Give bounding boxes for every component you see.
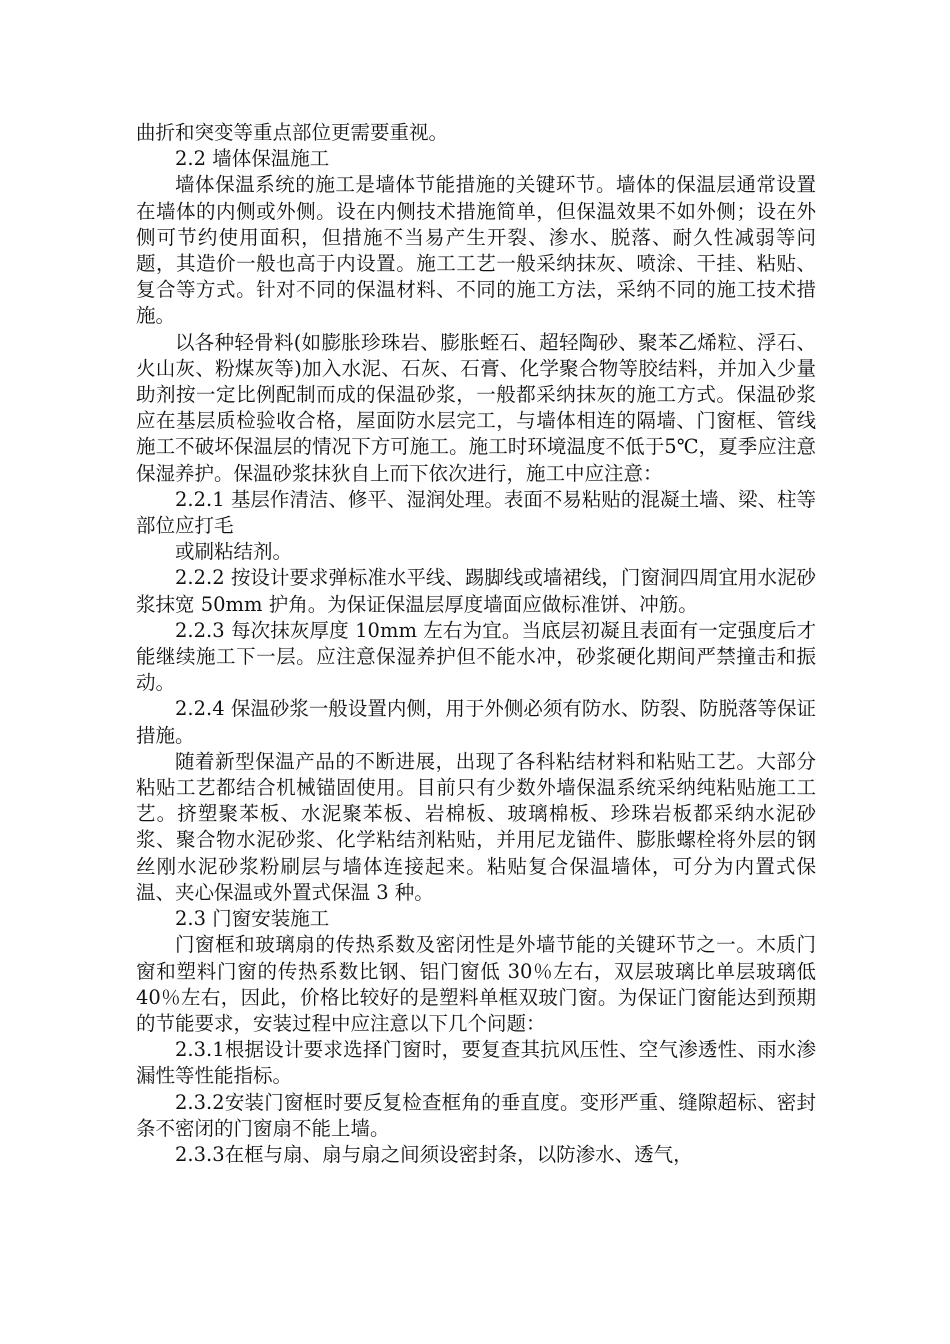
- paragraph-insulation-mortar: 以各种轻骨料(如膨胀珍珠岩、膨胀蛭石、超轻陶砂、聚苯乙烯粒、浮石、火山灰、粉煤灰等)加入水泥、石灰、石膏、化学聚合物等胶结料，并加入少量助剂按一定比例配制而成的保温砂浆，一般都采纳抹灰的施工方式。保温砂浆应在基层质检验收合格，屋面防水层完工，与墙体相连的隔墙、门窗框、管线施工不破坏保温层的情况下方可施工。施工时环境温度不低于5℃，夏季应注意保湿养护。保温砂浆抹狄自上而下依次进行，施工中应注意：: [136, 330, 816, 485]
- item-2-3-3: 2.3.3在框与扇、扇与扇之间须设密封条，以防渗水、透气，: [175, 1142, 693, 1166]
- paragraph-continuation: 曲折和突变等重点部位更需要重视。: [136, 121, 449, 144]
- paragraph-bonding-process: 随着新型保温产品的不断进展，出现了各科粘结材料和粘贴工艺。大部分粘贴工艺都结合机械锚固使用。目前只有少数外墙保温系统采纳纯粘贴施工工艺。挤塑聚苯板、水泥聚苯板、岩棉板、玻璃棉板、珍珠岩板都采纳水泥砂浆、聚合物水泥砂浆、化学粘结剂粘贴，并用尼龙锚件、膨胀螺栓将外层的钢丝刚水泥砂浆粉刷层与墙体连接起来。粘贴复合保温墙体，可分为内置式保温、夹心保温或外置式保温 3 种。: [136, 749, 816, 904]
- paragraph-window-installation-intro: 门窗框和玻璃扇的传热系数及密闭性是外墙节能的关键环节之一。木质门窗和塑料门窗的传热系数比钢、铝门窗低 30％左右，双层玻璃比单层玻璃低 40％左右，因此，价格比较好的是塑料单框双玻门窗。为保证门窗能达到预期的节能要求，安装过程中应注意以下几个问题：: [136, 933, 816, 1035]
- item-2-2-1-continued: 或刷粘结剂。: [175, 540, 293, 564]
- section-heading-2-2: 2.2 墙体保温施工: [175, 147, 330, 171]
- item-2-2-2: 2.2.2 按设计要求弹标准水平线、踢脚线或墙裙线，门窗洞四周宜用水泥砂浆抹宽 50mm 护角。为保证保温层厚度墙面应做标准饼、冲筋。: [136, 566, 816, 616]
- paragraph-wall-insulation-intro: 墙体保温系统的施工是墙体节能措施的关键环节。墙体的保温层通常设置在墙体的内侧或外侧。设在内侧技术措施简单，但保温效果不如外侧；设在外侧可节约使用面积，但措施不当易产生开裂、渗水、脱落、耐久性减弱等问题，其造价一般也高于内设置。施工工艺一般采纳抹灰、喷涂、干挂、粘贴、复合等方式。针对不同的保温材料、不同的施工方法，采纳不同的施工技术措施。: [136, 173, 816, 328]
- item-2-2-4: 2.2.4 保温砂浆一般设置内侧，用于外侧必须有防水、防裂、防脱落等保证措施。: [136, 697, 816, 747]
- section-heading-2-3: 2.3 门窗安装施工: [175, 907, 330, 931]
- item-2-2-1: 2.2.1 基层作清洁、修平、湿润处理。表面不易粘贴的混凝土墙、梁、柱等部位应打毛: [136, 487, 816, 538]
- item-2-3-1: 2.3.1根据设计要求选择门窗时，要复查其抗风压性、空气渗透性、雨水渗漏性等性能指标。: [136, 1038, 816, 1088]
- item-2-3-2: 2.3.2安装门窗框时要反复检查框角的垂直度。变形严重、缝隙超标、密封条不密闭的门窗扇不能上墙。: [136, 1090, 816, 1140]
- item-2-2-3: 2.2.3 每次抹灰厚度 10mm 左右为宜。当底层初凝且表面有一定强度后才能继续施工下一层。应注意保湿养护但不能水冲，砂浆硬化期间严禁撞击和振动。: [136, 618, 816, 695]
- document-body: [136, 120, 816, 1168]
